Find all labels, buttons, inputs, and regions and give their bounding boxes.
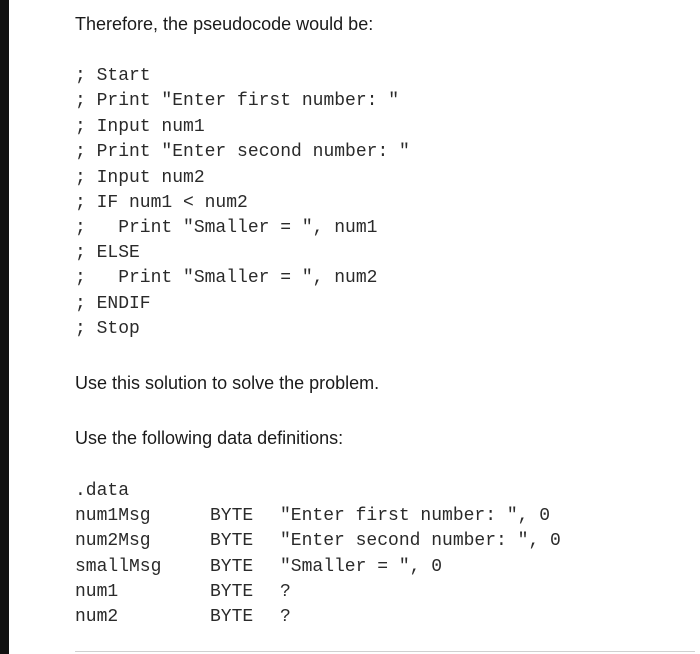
pseudocode-line: ; Start	[75, 66, 151, 86]
bottom-divider	[75, 651, 695, 652]
solution-text: Use this solution to solve the problem.	[75, 373, 380, 393]
data-row-name: smallMsg	[75, 557, 162, 577]
pseudocode-line: ; Print "Enter first number: "	[75, 91, 400, 111]
data-row-value: ?	[280, 607, 291, 627]
pseudocode-line: ; ENDIF	[75, 294, 151, 314]
pseudocode-line: ; Print "Smaller = ", num1	[75, 218, 378, 238]
pseudocode-line: ; ELSE	[75, 243, 140, 263]
data-row-type: BYTE	[210, 506, 254, 526]
pseudocode-line: ; Print "Enter second number: "	[75, 142, 410, 162]
data-directive: .data	[75, 481, 130, 501]
pseudocode-line: ; IF num1 < num2	[75, 193, 248, 213]
pseudocode-line: ; Print "Smaller = ", num2	[75, 268, 378, 288]
data-row-value: "Enter second number: ", 0	[280, 531, 561, 551]
data-row-type: BYTE	[210, 607, 254, 627]
data-row-value: "Enter first number: ", 0	[280, 506, 551, 526]
pseudocode-line: ; Input num2	[75, 168, 205, 188]
data-row-name: num1	[75, 582, 119, 602]
pseudocode-line: ; Stop	[75, 319, 140, 339]
data-row-value: ?	[280, 582, 291, 602]
data-row-name: num2	[75, 607, 119, 627]
left-edge-bar	[0, 0, 9, 654]
data-row-name: num1Msg	[75, 506, 151, 526]
data-row-type: BYTE	[210, 557, 254, 577]
pseudocode-line: ; Input num1	[75, 117, 205, 137]
data-row-name: num2Msg	[75, 531, 151, 551]
data-definitions-text: Use the following data definitions:	[75, 428, 344, 448]
data-row-type: BYTE	[210, 582, 254, 602]
data-row-type: BYTE	[210, 531, 254, 551]
data-row-value: "Smaller = ", 0	[280, 557, 443, 577]
intro-text: Therefore, the pseudocode would be:	[75, 14, 374, 34]
